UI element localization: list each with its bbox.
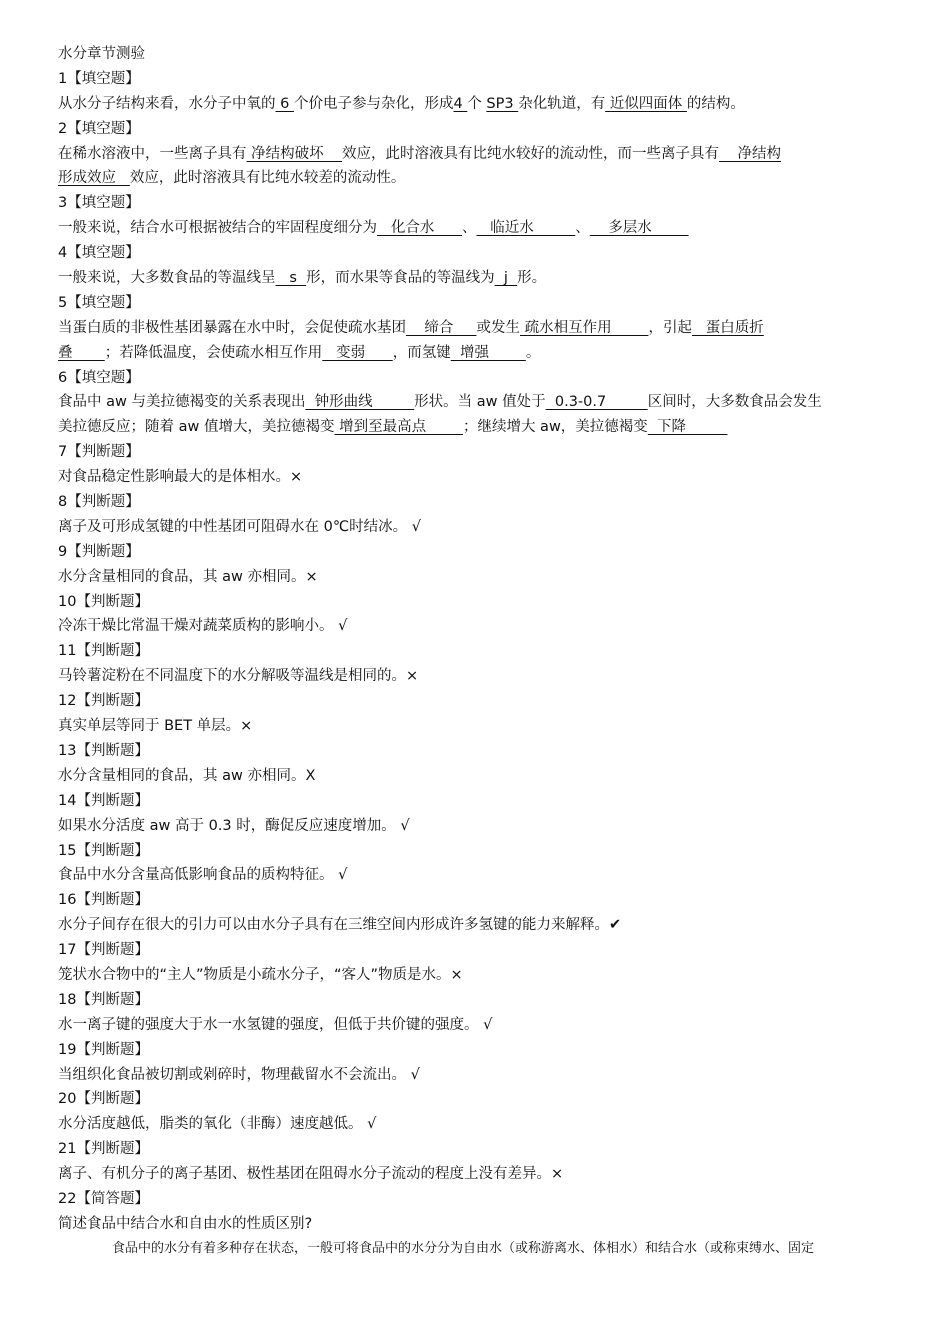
question-8-header: 8【判断题】 (58, 494, 140, 511)
question-1-header: 1【填空题】 (58, 70, 140, 87)
question-22-answer: 食品中的水分有着多种存在状态，一般可将食品中的水分分为自由水（或称游离水、体相水）和结合水（或称束缚水、固定 (112, 1240, 815, 1256)
document-page (58, 42, 894, 1262)
question-21-header: 21【判断题】 (58, 1141, 149, 1158)
question-2-header: 2【填空题】 (58, 120, 140, 137)
question-15-header: 15【判断题】 (58, 842, 149, 859)
document-title: 水分章节测验 (58, 46, 145, 62)
question-2-text-line1: 在稀水溶液中，一些离子具有 净结构破坏 效应，此时溶液具有比纯水较好的流动性，而一些离子具有 净结构 (58, 145, 781, 162)
question-19-text: 当组织化食品被切割或剁碎时，物理截留水不会流出。 √ (58, 1066, 420, 1083)
question-20-text: 水分活度越低，脂类的氧化（非酶）速度越低。 √ (58, 1116, 377, 1133)
question-18-text: 水一离子键的强度大于水一水氢键的强度，但低于共价键的强度。 √ (58, 1016, 493, 1033)
question-18-header: 18【判断题】 (58, 991, 149, 1008)
question-6-text-line1: 食品中 aw 与美拉德褐变的关系表现出 钟形曲线 形状。当 aw 值处于 0.3-0.7 区间时，大多数食品会发生 (58, 394, 822, 411)
question-8-text: 离子及可形成氢键的中性基团可阻碍水在 0℃时结冰。 √ (58, 518, 421, 535)
question-4-text: 一般来说，大多数食品的等温线呈 s 形，而水果等食品的等温线为 j 形。 (58, 270, 547, 287)
question-1-text: 从水分子结构来看，水分子中氧的 6 个价电子参与杂化，形成4 个 SP3 杂化轨道，有 近似四面体 的结构。 (58, 95, 745, 112)
question-3-text: 一般来说，结合水可根据被结合的牢固程度细分为 化合水 、 临近水 、 多层水 (58, 220, 689, 237)
question-3-header: 3【填空题】 (58, 195, 140, 212)
question-16-text: 水分子间存在很大的引力可以由水分子具有在三维空间内形成许多氢键的能力来解释。✔ (58, 917, 622, 934)
question-5-text-line2: 叠 ；若降低温度，会使疏水相互作用 变弱 ，而氢键 增强 。 (58, 344, 541, 361)
question-22-text: 简述食品中结合水和自由水的性质区别? (58, 1215, 313, 1232)
question-20-header: 20【判断题】 (58, 1091, 149, 1108)
question-12-text: 真实单层等同于 BET 单层。× (58, 718, 253, 735)
question-2-text-line2: 形成效应 效应，此时溶液具有比纯水较差的流动性。 (58, 170, 406, 187)
question-9-text: 水分含量相同的食品，其 aw 亦相同。× (58, 568, 318, 585)
question-6-text-line2: 美拉德反应；随着 aw 值增大，美拉德褐变 增到至最高点 ；继续增大 aw，美拉德褐变 下降 (58, 419, 728, 436)
question-17-text: 笼状水合物中的“主人”物质是小疏水分子，“客人”物质是水。× (58, 966, 463, 983)
question-16-header: 16【判断题】 (58, 892, 149, 909)
question-17-header: 17【判断题】 (58, 942, 149, 959)
question-9-header: 9【判断题】 (58, 543, 140, 560)
question-5-text-line1: 当蛋白质的非极性基团暴露在水中时，会促使疏水基团 缔合 或发生 疏水相互作用 ，引起 蛋白质折 (58, 319, 764, 336)
question-7-header: 7【判断题】 (58, 444, 140, 461)
question-10-text: 冷冻干燥比常温干燥对蔬菜质构的影响小。 √ (58, 618, 348, 635)
question-15-text: 食品中水分含量高低影响食品的质构特征。 √ (58, 867, 348, 884)
question-19-header: 19【判断题】 (58, 1041, 149, 1058)
question-14-text: 如果水分活度 aw 高于 0.3 时，酶促反应速度增加。 √ (58, 817, 410, 834)
question-10-header: 10【判断题】 (58, 593, 149, 610)
question-6-header: 6【填空题】 (58, 369, 140, 386)
question-11-text: 马铃薯淀粉在不同温度下的水分解吸等温线是相同的。× (58, 668, 419, 685)
question-13-text: 水分含量相同的食品，其 aw 亦相同。X (58, 767, 316, 784)
question-11-header: 11【判断题】 (58, 643, 149, 660)
question-7-text: 对食品稳定性影响最大的是体相水。× (58, 469, 303, 486)
question-4-header: 4【填空题】 (58, 245, 140, 262)
question-5-header: 5【填空题】 (58, 294, 140, 311)
question-14-header: 14【判断题】 (58, 792, 149, 809)
question-22-header: 22【简答题】 (58, 1190, 149, 1207)
question-12-header: 12【判断题】 (58, 693, 149, 710)
question-21-text: 离子、有机分子的离子基团、极性基团在阻碍水分子流动的程度上没有差异。× (58, 1166, 564, 1183)
question-13-header: 13【判断题】 (58, 742, 149, 759)
